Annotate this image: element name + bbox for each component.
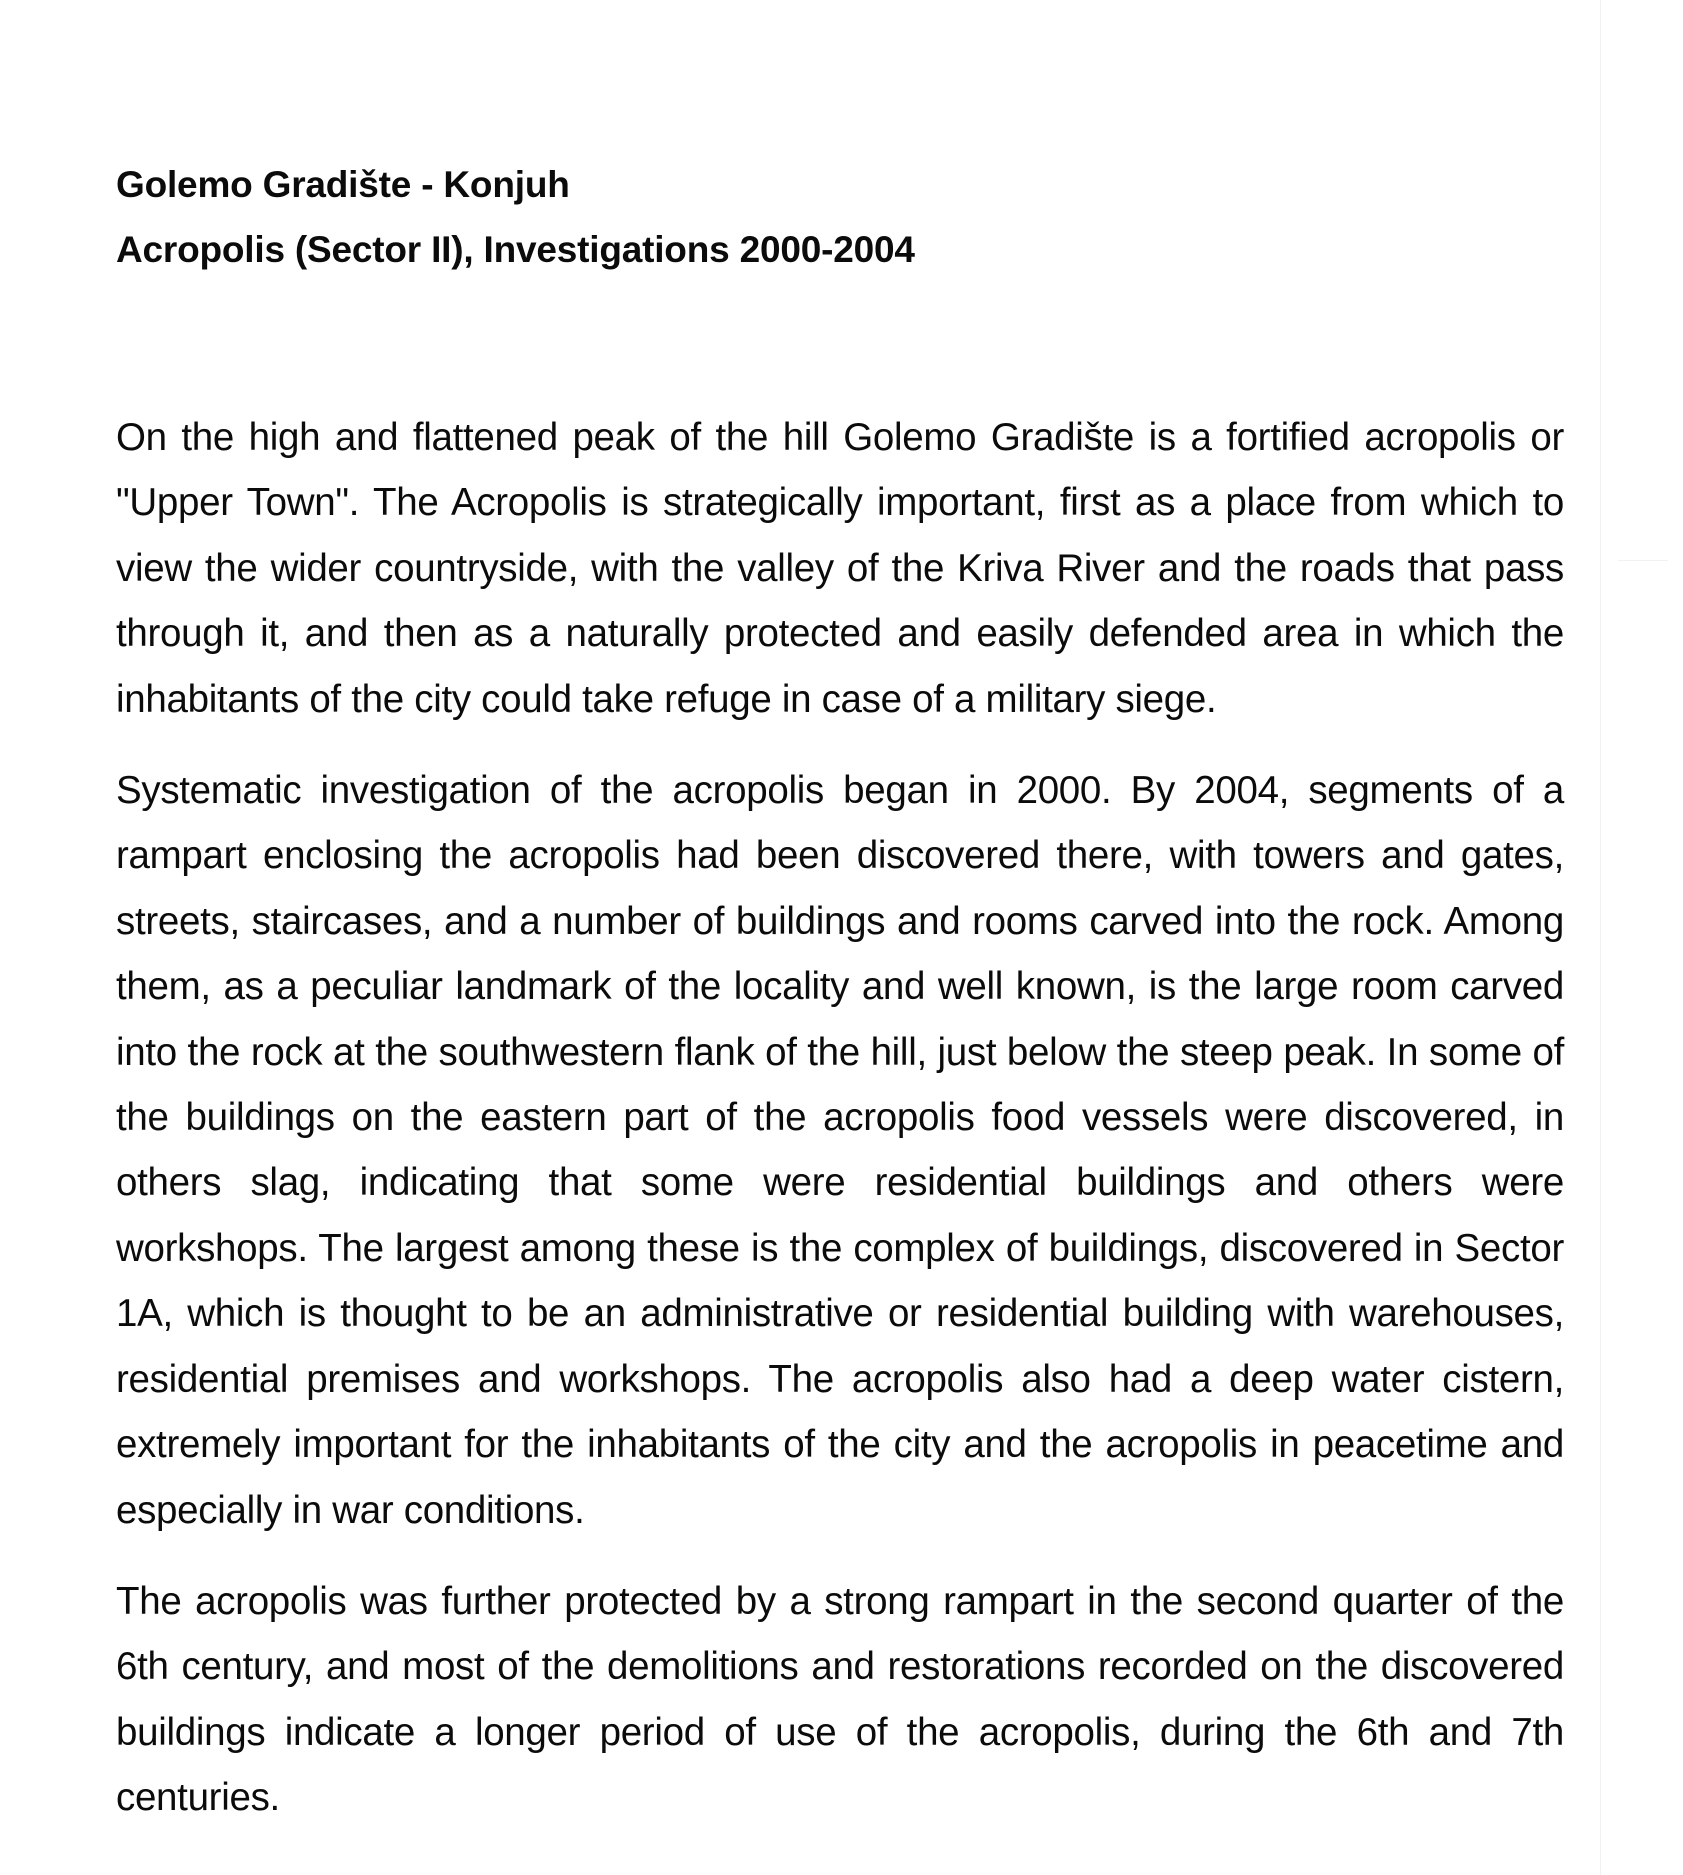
document-heading: [116, 152, 1566, 282]
heading-title: Golemo Gradište - Konjuh: [116, 164, 570, 205]
margin-divider: [1618, 560, 1668, 561]
heading-subtitle: Acropolis (Sector II), Investigations 2000-2004: [116, 229, 915, 270]
document-body: [116, 405, 1564, 1831]
paragraph-rampart: The acropolis was further protected by a strong rampart in the second quarter of the 6th century, and most of the demolitions and restorations recorded on the discovered buildings indicate a longer period of use of the acropolis, during the 6th and 7th centuries.: [116, 1579, 1564, 1820]
paragraph-investigation: Systematic investigation of the acropolis began in 2000. By 2004, segments of a rampart enclosing the acropolis had been discovered there, with towers and gates, streets, staircases, and a number of buildings and rooms carved into the rock. Among them, as a peculiar landmark of the locality and well known, is the large room carved into the rock at the southwestern flank of the hill, just below the steep peak. In some of the buildings on the eastern part of the acropolis food vessels were discovered, in others slag, indicating that some were residential buildings and others were workshops. The largest among these is the complex of buildings, discovered in Sector 1A, which is thought to be an administrative or residential building with warehouses, residential premises and workshops. The acropolis also had a deep water cistern, extremely important for the inhabitants of the city and the acropolis in peacetime and especially in war conditions.: [116, 769, 1564, 1532]
paragraph-intro: On the high and flattened peak of the hill Golemo Gradište is a fortified acropolis or "Upper Town". The Acropolis is strategically important, first as a place from which to view the wider countryside, with the valley of the Kriva River and the roads that pass through it, and then as a naturally protected and easily defended area in which the inhabitants of the city could take refuge in case of a military siege.: [116, 416, 1564, 721]
